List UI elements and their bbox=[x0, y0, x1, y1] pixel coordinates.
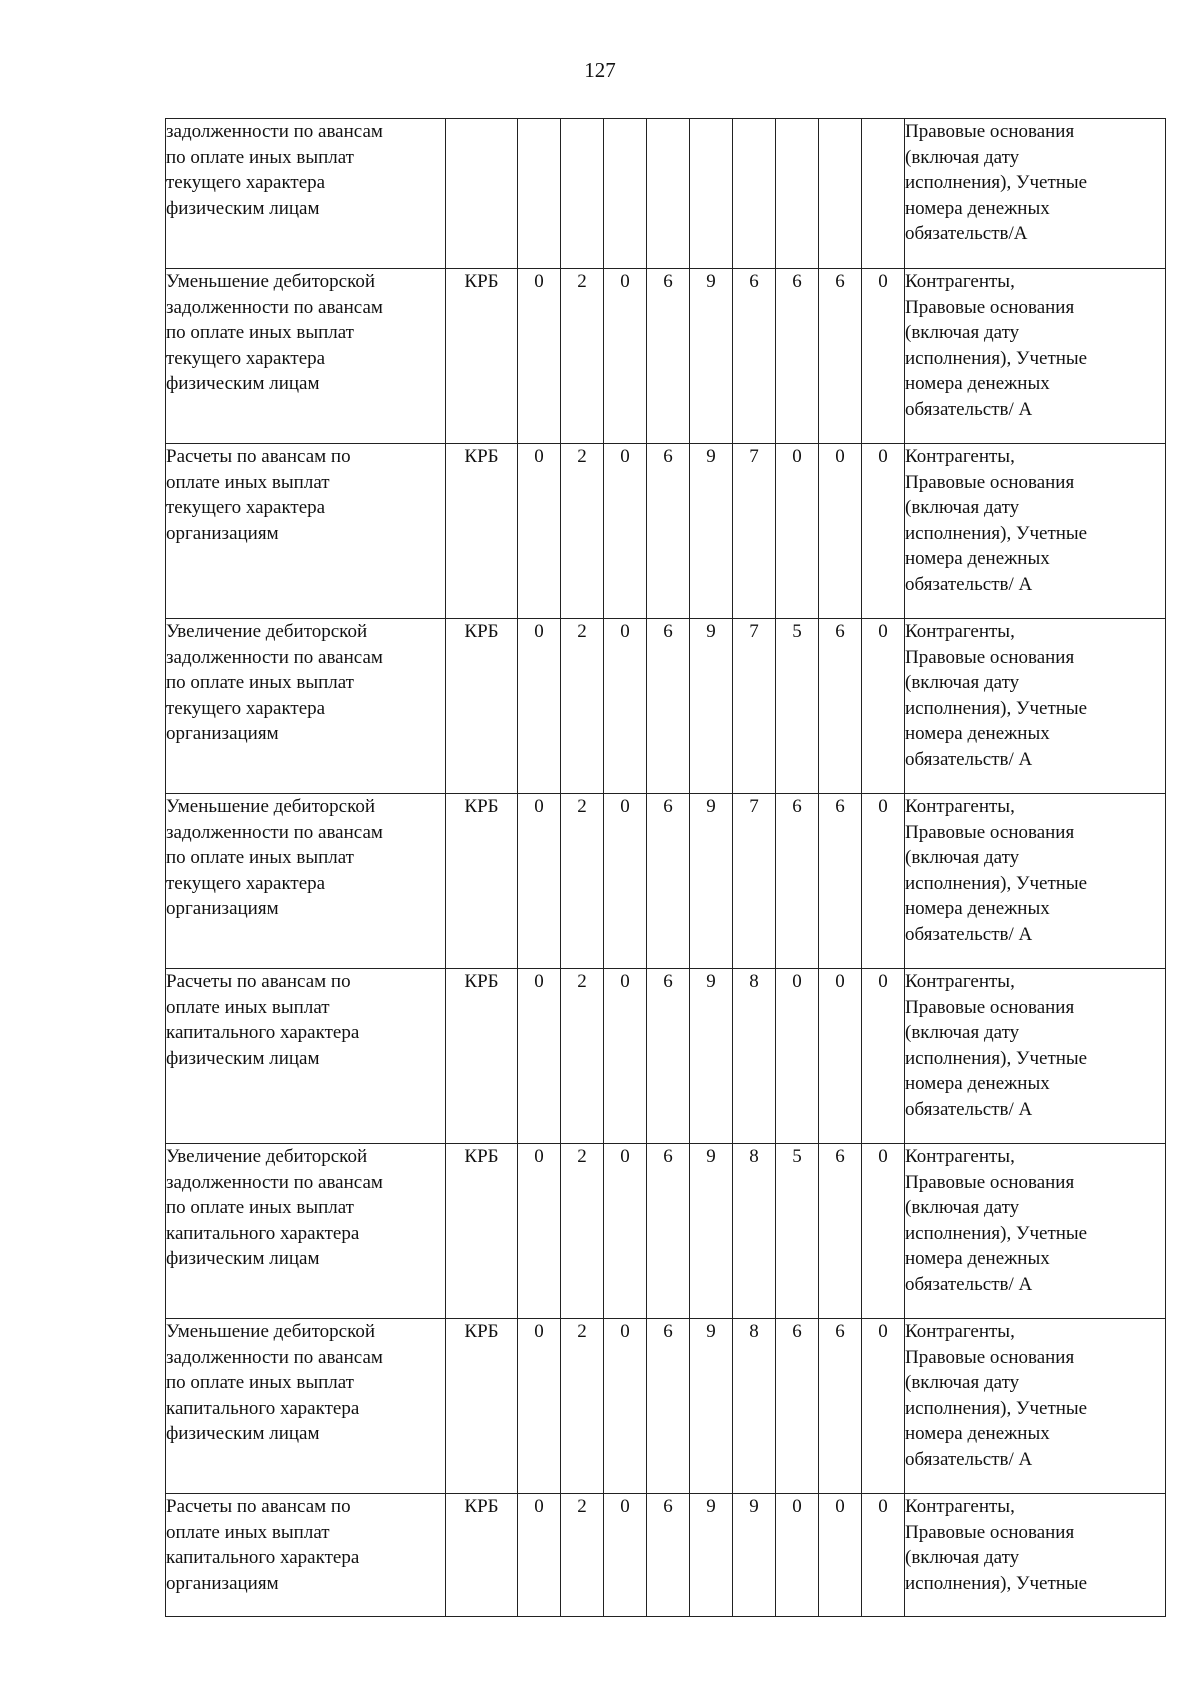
account-digit: 2 bbox=[561, 1494, 604, 1617]
description-line: по оплате иных выплат bbox=[166, 1197, 354, 1218]
operation-description bbox=[166, 1144, 446, 1319]
account-digit: 2 bbox=[561, 794, 604, 969]
description-line: текущего характера bbox=[166, 172, 326, 193]
description-line: текущего характера bbox=[166, 872, 326, 894]
analytics-line: (включая дату bbox=[905, 322, 1020, 343]
analytics-line: обязательств/ А bbox=[905, 1448, 1033, 1470]
description-line: задолженности по авансам bbox=[166, 1171, 383, 1193]
account-digit: 6 bbox=[647, 1319, 690, 1494]
description-line: оплате иных выплат bbox=[166, 1521, 330, 1543]
description-line: капитального характера bbox=[166, 1222, 360, 1244]
analytics-line: исполнения), Учетные bbox=[905, 1047, 1088, 1069]
table-row bbox=[166, 119, 1166, 269]
account-digit: 9 bbox=[690, 1494, 733, 1617]
account-digit: 0 bbox=[604, 1144, 647, 1319]
account-digit: 0 bbox=[518, 1319, 561, 1494]
analytics-line: Контрагенты, bbox=[905, 446, 1015, 467]
analytics-line: Правовые основания bbox=[905, 646, 1075, 668]
account-digit: 0 bbox=[518, 1144, 561, 1319]
analytics-description bbox=[905, 794, 1166, 969]
account-digit: 0 bbox=[604, 794, 647, 969]
analytics-line: обязательств/ А bbox=[905, 1098, 1033, 1120]
page-number: 127 bbox=[584, 58, 616, 82]
account-type: КРБ bbox=[446, 1319, 518, 1494]
account-digit: 2 bbox=[561, 1144, 604, 1319]
analytics-line: Контрагенты, bbox=[905, 621, 1015, 642]
analytics-line: Правовые основания bbox=[905, 296, 1075, 318]
analytics-description bbox=[905, 1494, 1166, 1617]
account-type: КРБ bbox=[446, 269, 518, 444]
account-digit bbox=[561, 119, 604, 269]
account-digit: 6 bbox=[647, 1144, 690, 1319]
account-digit: 0 bbox=[862, 1494, 905, 1617]
account-digit: 0 bbox=[604, 619, 647, 794]
description-line: организациям bbox=[166, 1572, 279, 1594]
account-digit: 9 bbox=[690, 1319, 733, 1494]
account-digit bbox=[604, 119, 647, 269]
account-digit: 0 bbox=[518, 619, 561, 794]
analytics-description bbox=[905, 269, 1166, 444]
description-line: по оплате иных выплат bbox=[166, 672, 354, 693]
analytics-line: (включая дату bbox=[905, 672, 1020, 693]
analytics-description bbox=[905, 969, 1166, 1144]
description-line: организациям bbox=[166, 898, 279, 919]
account-digit: 6 bbox=[776, 269, 819, 444]
account-digit: 0 bbox=[518, 1494, 561, 1617]
account-type: КРБ bbox=[446, 1144, 518, 1319]
account-digit bbox=[862, 119, 905, 269]
description-line: задолженности по авансам bbox=[166, 1346, 383, 1368]
account-type: КРБ bbox=[446, 794, 518, 969]
account-digit: 2 bbox=[561, 444, 604, 619]
description-line: физическим лицам bbox=[166, 1423, 320, 1444]
analytics-line: номера денежных bbox=[905, 723, 1050, 744]
description-line: по оплате иных выплат bbox=[166, 146, 354, 168]
account-digit: 6 bbox=[819, 619, 862, 794]
description-line: текущего характера bbox=[166, 497, 326, 518]
account-type: КРБ bbox=[446, 1494, 518, 1617]
analytics-line: исполнения), Учетные bbox=[905, 1397, 1088, 1419]
description-line: оплате иных выплат bbox=[166, 996, 330, 1018]
table-row bbox=[166, 619, 1166, 794]
accounts-table bbox=[165, 118, 1166, 1617]
analytics-line: Контрагенты, bbox=[905, 796, 1015, 817]
account-digit: 0 bbox=[819, 969, 862, 1144]
analytics-line: Правовые основания bbox=[905, 821, 1075, 843]
analytics-description bbox=[905, 444, 1166, 619]
table-row bbox=[166, 794, 1166, 969]
analytics-line: обязательств/ А bbox=[905, 1273, 1033, 1295]
description-line: задолженности по авансам bbox=[166, 121, 383, 142]
analytics-line: Правовые основания bbox=[905, 121, 1075, 142]
description-line: Расчеты по авансам по bbox=[166, 446, 351, 467]
account-digit: 7 bbox=[733, 794, 776, 969]
description-line: организациям bbox=[166, 522, 279, 544]
account-digit: 6 bbox=[819, 1319, 862, 1494]
analytics-line: номера денежных bbox=[905, 1073, 1050, 1094]
operation-description bbox=[166, 1494, 446, 1617]
account-digit: 6 bbox=[819, 269, 862, 444]
analytics-line: (включая дату bbox=[905, 1197, 1020, 1218]
description-line: Уменьшение дебиторской bbox=[166, 1321, 376, 1342]
account-type: КРБ bbox=[446, 969, 518, 1144]
account-digit: 9 bbox=[690, 444, 733, 619]
operation-description bbox=[166, 444, 446, 619]
account-digit: 0 bbox=[862, 794, 905, 969]
analytics-line: Правовые основания bbox=[905, 471, 1075, 493]
description-line: текущего характера bbox=[166, 347, 326, 369]
description-line: Уменьшение дебиторской bbox=[166, 271, 376, 292]
table-body bbox=[166, 119, 1166, 1617]
account-digit: 0 bbox=[604, 269, 647, 444]
description-line: оплате иных выплат bbox=[166, 471, 330, 493]
account-type bbox=[446, 119, 518, 269]
description-line: капитального характера bbox=[166, 1397, 360, 1419]
account-digit: 0 bbox=[518, 444, 561, 619]
account-digit: 6 bbox=[776, 1319, 819, 1494]
table-row bbox=[166, 444, 1166, 619]
account-digit: 0 bbox=[862, 969, 905, 1144]
account-digit: 6 bbox=[647, 444, 690, 619]
account-type: КРБ bbox=[446, 444, 518, 619]
table-row bbox=[166, 269, 1166, 444]
analytics-line: номера денежных bbox=[905, 1248, 1050, 1269]
account-digit: 0 bbox=[604, 1494, 647, 1617]
account-digit: 0 bbox=[819, 444, 862, 619]
analytics-line: исполнения), Учетные bbox=[905, 347, 1088, 369]
description-line: физическим лицам bbox=[166, 197, 320, 219]
description-line: Расчеты по авансам по bbox=[166, 971, 351, 992]
analytics-line: Правовые основания bbox=[905, 996, 1075, 1018]
table-row bbox=[166, 969, 1166, 1144]
account-type: КРБ bbox=[446, 619, 518, 794]
account-digit: 0 bbox=[604, 969, 647, 1144]
analytics-line: Правовые основания bbox=[905, 1521, 1075, 1543]
account-digit: 0 bbox=[862, 619, 905, 794]
account-digit: 5 bbox=[776, 619, 819, 794]
analytics-line: исполнения), Учетные bbox=[905, 1222, 1088, 1244]
account-digit bbox=[733, 119, 776, 269]
analytics-line: Контрагенты, bbox=[905, 1321, 1015, 1342]
description-line: по оплате иных выплат bbox=[166, 1372, 354, 1393]
account-digit: 6 bbox=[647, 619, 690, 794]
account-digit: 6 bbox=[647, 794, 690, 969]
operation-description bbox=[166, 969, 446, 1144]
operation-description bbox=[166, 119, 446, 269]
account-digit bbox=[647, 119, 690, 269]
analytics-line: исполнения), Учетные bbox=[905, 172, 1088, 193]
description-line: физическим лицам bbox=[166, 1047, 320, 1069]
analytics-line: (включая дату bbox=[905, 1022, 1020, 1043]
analytics-line: номера денежных bbox=[905, 898, 1050, 919]
account-digit: 7 bbox=[733, 619, 776, 794]
account-digit: 7 bbox=[733, 444, 776, 619]
account-digit bbox=[776, 119, 819, 269]
table-row bbox=[166, 1319, 1166, 1494]
account-digit: 0 bbox=[604, 444, 647, 619]
account-digit: 0 bbox=[776, 444, 819, 619]
account-digit: 2 bbox=[561, 969, 604, 1144]
operation-description bbox=[166, 269, 446, 444]
analytics-line: обязательств/ А bbox=[905, 923, 1033, 945]
account-digit: 5 bbox=[776, 1144, 819, 1319]
analytics-line: обязательств/ А bbox=[905, 748, 1033, 770]
account-digit: 0 bbox=[518, 269, 561, 444]
analytics-line: Контрагенты, bbox=[905, 1146, 1015, 1167]
account-digit: 8 bbox=[733, 1319, 776, 1494]
description-line: физическим лицам bbox=[166, 373, 320, 394]
account-digit: 6 bbox=[647, 969, 690, 1144]
analytics-line: номера денежных bbox=[905, 197, 1050, 219]
analytics-description bbox=[905, 1319, 1166, 1494]
analytics-line: (включая дату bbox=[905, 1547, 1020, 1568]
analytics-line: исполнения), Учетные bbox=[905, 697, 1088, 719]
account-digit: 6 bbox=[733, 269, 776, 444]
analytics-line: обязательств/ А bbox=[905, 398, 1033, 420]
analytics-line: исполнения), Учетные bbox=[905, 872, 1088, 894]
description-line: физическим лицам bbox=[166, 1248, 320, 1269]
account-digit bbox=[518, 119, 561, 269]
description-line: капитального характера bbox=[166, 1022, 360, 1043]
operation-description bbox=[166, 1319, 446, 1494]
analytics-description bbox=[905, 619, 1166, 794]
analytics-line: Контрагенты, bbox=[905, 271, 1015, 292]
account-digit: 9 bbox=[733, 1494, 776, 1617]
description-line: Увеличение дебиторской bbox=[166, 621, 368, 642]
account-digit: 6 bbox=[776, 794, 819, 969]
analytics-line: Правовые основания bbox=[905, 1346, 1075, 1368]
account-digit: 6 bbox=[647, 269, 690, 444]
analytics-line: Контрагенты, bbox=[905, 1496, 1015, 1517]
analytics-description bbox=[905, 1144, 1166, 1319]
analytics-line: исполнения), Учетные bbox=[905, 522, 1088, 544]
account-digit: 2 bbox=[561, 619, 604, 794]
description-line: капитального характера bbox=[166, 1547, 360, 1568]
description-line: задолженности по авансам bbox=[166, 296, 383, 318]
account-digit: 0 bbox=[862, 1144, 905, 1319]
analytics-line: (включая дату bbox=[905, 497, 1020, 518]
account-digit: 0 bbox=[776, 1494, 819, 1617]
account-digit: 6 bbox=[819, 1144, 862, 1319]
account-digit: 9 bbox=[690, 269, 733, 444]
table-row bbox=[166, 1144, 1166, 1319]
account-digit bbox=[819, 119, 862, 269]
analytics-line: номера денежных bbox=[905, 373, 1050, 394]
account-digit: 8 bbox=[733, 969, 776, 1144]
description-line: задолженности по авансам bbox=[166, 646, 383, 668]
analytics-line: номера денежных bbox=[905, 1423, 1050, 1444]
account-digit: 0 bbox=[819, 1494, 862, 1617]
description-line: Уменьшение дебиторской bbox=[166, 796, 376, 817]
description-line: по оплате иных выплат bbox=[166, 322, 354, 343]
operation-description bbox=[166, 794, 446, 969]
description-line: задолженности по авансам bbox=[166, 821, 383, 843]
account-digit: 8 bbox=[733, 1144, 776, 1319]
description-line: по оплате иных выплат bbox=[166, 847, 354, 868]
description-line: Увеличение дебиторской bbox=[166, 1146, 368, 1167]
analytics-line: обязательств/ А bbox=[905, 573, 1033, 595]
description-line: Расчеты по авансам по bbox=[166, 1496, 351, 1517]
account-digit: 0 bbox=[862, 269, 905, 444]
operation-description bbox=[166, 619, 446, 794]
account-digit: 2 bbox=[561, 269, 604, 444]
account-digit: 0 bbox=[862, 1319, 905, 1494]
account-digit: 6 bbox=[819, 794, 862, 969]
account-digit bbox=[690, 119, 733, 269]
analytics-line: (включая дату bbox=[905, 146, 1020, 168]
table-row bbox=[166, 1494, 1166, 1617]
description-line: организациям bbox=[166, 723, 279, 744]
account-digit: 6 bbox=[647, 1494, 690, 1617]
analytics-line: исполнения), Учетные bbox=[905, 1572, 1088, 1594]
analytics-line: (включая дату bbox=[905, 1372, 1020, 1393]
account-digit: 9 bbox=[690, 969, 733, 1144]
account-digit: 0 bbox=[776, 969, 819, 1144]
account-digit: 0 bbox=[604, 1319, 647, 1494]
analytics-line: номера денежных bbox=[905, 548, 1050, 569]
account-digit: 0 bbox=[862, 444, 905, 619]
account-digit: 9 bbox=[690, 619, 733, 794]
description-line: текущего характера bbox=[166, 697, 326, 719]
account-digit: 9 bbox=[690, 794, 733, 969]
analytics-line: Правовые основания bbox=[905, 1171, 1075, 1193]
analytics-description bbox=[905, 119, 1166, 269]
analytics-line: (включая дату bbox=[905, 847, 1020, 868]
analytics-line: Контрагенты, bbox=[905, 971, 1015, 992]
account-digit: 2 bbox=[561, 1319, 604, 1494]
account-digit: 9 bbox=[690, 1144, 733, 1319]
account-digit: 0 bbox=[518, 969, 561, 1144]
analytics-line: обязательств/А bbox=[905, 223, 1028, 244]
account-digit: 0 bbox=[518, 794, 561, 969]
